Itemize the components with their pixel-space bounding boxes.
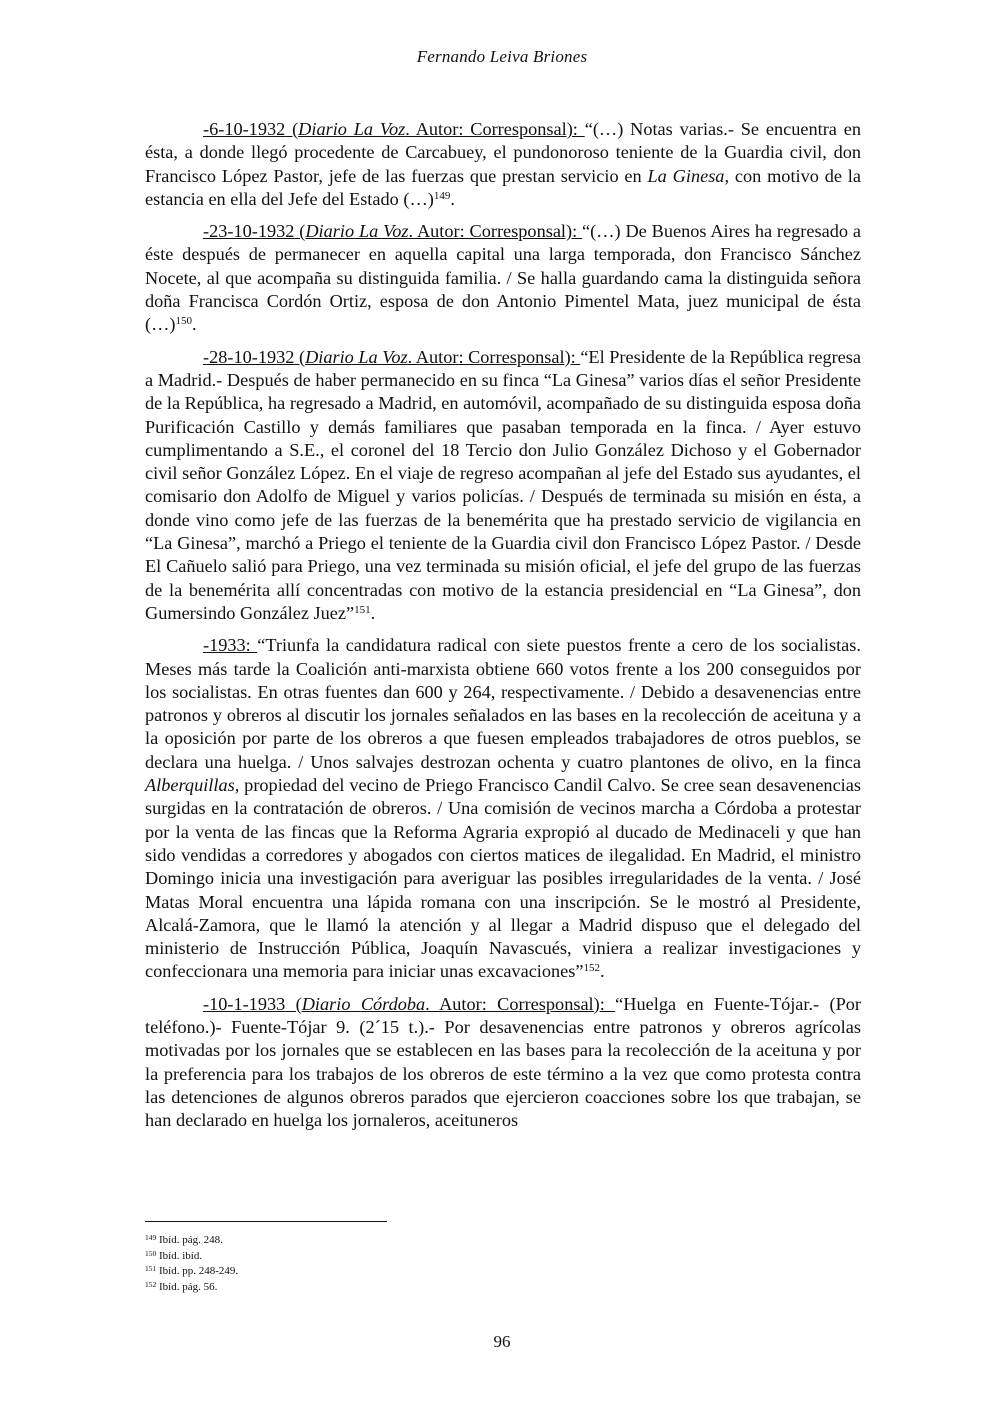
entry-text-continued: , con motivo de la estancia en ella del Jefe del Estado (…) (145, 165, 862, 209)
entry-source: Diario Córdoba (301, 993, 426, 1014)
footnote-ref-152[interactable]: 152 (583, 962, 601, 975)
entry-source: Diario La Voz (305, 346, 408, 367)
entry-italic-place: Alberquillas (145, 775, 235, 796)
entry-1932-10-06: -6-10-1932 (Diario La Voz. Autor: Corresponsal): “(…) Notas varias.- Se encuentra en ésta, a donde llegó procedente de Carcabuey, el pundonoroso teniente de la Guardia civil, don Francisco López Pastor, jefe de las fuerzas que prestan servicio en La Ginesa, con motivo de la estancia en ella del Jefe del Estado (…)$^{149}$. (145, 119, 862, 209)
page-number: 96 (493, 1332, 511, 1351)
footnote-number: 149 (145, 1233, 157, 1242)
entry-heading: -28-10-1932 (Diario La Voz. Autor: Corresponsal): (203, 346, 581, 367)
entry-date: -28-10-1932 (203, 346, 295, 367)
entry-text-continued: , propiedad del vecino de Priego Francisco Candil Calvo. Se cree sean desavenencias surgidas en la contratación de obreros. / Una comisión de vecinos marcha a Córdoba a protestar por la venta de las fincas que la Reforma Agraria expropió al ducado de Medinaceli y que han sido vendidas a corredores y abogados con ciertos matices de ilegalidad. En Madrid, el ministro Domingo inicia una investigación para averiguar las posibles irregularidades de la venta. / José Matas Moral encuentra una lápida romana con una inscripción. Se le mostró al Presidente, Alcalá-Zamora, que le llamó la atención y al llegar a Madrid dispuso que el delegado del ministerio de Instrucción Pública, Joaquín Navascués, viniera a realizar investigaciones y confeccionara una memoria para iniciar unas excavaciones” (145, 775, 861, 982)
entry-date: -23-10-1932 (203, 221, 295, 242)
entry-source: Diario La Voz (298, 119, 406, 139)
entry-date: -1933: (203, 635, 258, 656)
footnote-text: Ibíd. pág. 248. (159, 1234, 223, 1246)
footnote-ref-151[interactable]: 151 (354, 603, 371, 616)
entry-heading: -10-1-1933 (Diario Córdoba. Autor: Corresponsal): (203, 993, 616, 1014)
entry-1933: -1933: “Triunfa la candidatura radical con siete puestos frente a cero de los socialistas. Meses más tarde la Coalición anti-marxista obtiene 660 votos frente a los 200 conseguidos por los socialistas. En otras fuentes dan 600 y 264, respectivamente. / Debido a desavenencias entre patronos y obreros al discutir los jornales señalados en las bases en la recolección de aceituna y a la oposición por parte de los obreros a que fuesen empleados trabajadores de otros pueblos, se declara una huelga. / Unos salvajes destrozan ochenta y cuatro plantones de olivo, en la finca Alberquillas, propiedad del vecino de Priego Francisco Candil Calvo. Se cree sean desavenencias surgidas en la contratación de obreros. / Una comisión de vecinos marcha a Córdoba a protestar por la venta de las fincas que la Reforma Agraria expropió al ducado de Medinaceli y que han sido vendidas a corredores y abogados con ciertos matices de ilegalidad. En Madrid, el ministro Domingo inicia una investigación para averiguar las posibles irregularidades de la venta. / José Matas Moral encuentra una lápida romana con una inscripción. Se le mostró al Presidente, Alcalá-Zamora, que le llamó la atención y al llegar a Madrid dispuso que el delegado del ministerio de Instrucción Pública, Joaquín Navascués, viniera a realizar investigaciones y confeccionara una memoria para iniciar unas excavaciones”$^{152}$. (145, 635, 861, 982)
footnote-150 (145, 1249, 545, 1265)
entry-text: “(…) Notas varias.- Se encuentra en ésta, a donde llegó procedente de Carcabuey, el pundonoroso teniente de la Guardia civil, don Francisco López Pastor, jefe de las fuerzas que prestan servicio en (145, 119, 861, 186)
footnote-149 (145, 1233, 545, 1249)
entry-date: -6-10-1932 (203, 119, 286, 139)
main-text (145, 118, 861, 1141)
entry-1932-10-28: -28-10-1932 (Diario La Voz. Autor: Corresponsal): “El Presidente de la República regresa a Madrid.- Después de haber permanecido en su finca “La Ginesa” varios días el señor Presidente de la República, ha regresado a Madrid, en automóvil, acompañado de su distinguida esposa doña Purificación Castillo y demás familiares que pasaban temporada en la finca. / Ayer estuvo cumplimentando a S.E., el coronel del 18 Tercio don Julio González Dichoso y el Gobernador civil señor González López. En el viaje de regreso acompañan al jefe del Estado sus ayudantes, el comisario don Adolfo de Miguel y varios policías. / Después de terminada su misión en ésta, a donde vino como jefe de las fuerzas de la benemérita que ha prestado servicio de vigilancia en “La Ginesa”, marchó a Priego el teniente de la Guardia civil don Francisco López Pastor. / Desde El Cañuelo salió para Priego, una vez terminada su misión oficial, el jefe del grupo de las fuerzas de la benemérita allí concentradas con motivo de la estancia presidencial en “La Ginesa”, don Gumersindo González Juez”$^{151}$. (145, 346, 862, 623)
entry-heading: -23-10-1932 (Diario La Voz. Autor: Corresponsal): (203, 221, 583, 242)
footnote-separator (145, 1221, 387, 1222)
footnote-text: Ibíd. pág. 56. (159, 1280, 218, 1293)
footnote-ref-149[interactable]: 149 (433, 189, 451, 202)
footnote-text: Ibíd. pp. 248-249. (159, 1265, 239, 1277)
footnote-ref-150[interactable]: 150 (175, 315, 192, 328)
footnotes (145, 1233, 545, 1295)
entry-heading: -6-10-1932 (Diario La Voz. Autor: Corresponsal): (203, 119, 585, 139)
footnote-152 (145, 1280, 545, 1296)
entry-text: “Triunfa la candidatura radical con siete puestos frente a cero de los socialistas. Meses más tarde la Coalición anti-marxista obtiene 660 votos frente a los 200 conseguidos por los socialistas. En otras fuentes dan 600 y 264, respectivamente. / Debido a desavenencias entre patronos y obreros al discutir los jornales señalados en las bases en la recolección de aceituna y a la oposición por parte de los obreros a que fuesen empleados trabajadores de otros pueblos, se declara una huelga. / Unos salvajes destrozan ochenta y cuatro plantones de olivo, en la finca (145, 635, 861, 772)
footnote-number: 152 (145, 1279, 157, 1289)
entry-text: “El Presidente de la República regresa a Madrid.- Después de haber permanecido en su finca “La Ginesa” varios días el señor Presidente de la República, ha regresado a Madrid, en automóvil, acompañado de su distinguida esposa doña Purificación Castillo y demás familiares que pasaban temporada en la finca. / Ayer estuvo cumplimentando a S.E., el coronel del 18 Tercio don Julio González Dichoso y el Gobernador civil señor González López. En el viaje de regreso acompañan al jefe del Estado sus ayudantes, el comisario don Adolfo de Miguel y varios policías. / Después de terminada su misión en ésta, a donde vino como jefe de las fuerzas de la benemérita que ha prestado servicio de vigilancia en “La Ginesa”, marchó a Priego el teniente de la Guardia civil don Francisco López Pastor. / Desde El Cañuelo salió para Priego, una vez terminada su misión oficial, el jefe del grupo de las fuerzas de la benemérita allí concentradas con motivo de la estancia presidencial en “La Ginesa”, don Gumersindo González Juez” (145, 346, 862, 623)
entry-1932-10-23: -23-10-1932 (Diario La Voz. Autor: Corresponsal): “(…) De Buenos Aires ha regresado a éste después de permanecer en aquella capital una larga temporada, don Francisco Sánchez Nocete, al que acompaña su distinguida familia. / Se halla guardando cama la distinguida señora doña Francisca Cordón Ortiz, esposa de don Antonio Pimentel Mata, juez municipal de ésta (…)$^{150}$. (145, 221, 861, 335)
footnote-151 (145, 1264, 545, 1280)
footnote-number: 151 (145, 1264, 157, 1273)
entry-date: -10-1-1933 (203, 993, 286, 1014)
entry-source: Diario La Voz (305, 221, 409, 242)
entry-heading (203, 635, 257, 655)
entry-1933-01-10 (145, 993, 861, 1133)
running-header-author: Fernando Leiva Briones (416, 47, 588, 66)
footnote-text: Ibíd. ibíd. (159, 1249, 203, 1262)
footnote-number: 150 (145, 1248, 157, 1258)
entry-text: “Huelga en Fuente-Tójar.- (Por teléfono.)- Fuente-Tójar 9. (2´15 t.).- Por desavenencias entre patronos y obreros agrícolas motivadas por los jornales que se establecen en las bases para la recolección de la aceituna y por la preferencia para los trabajos de los obreros de este término a la vez que como protesta contra las detenciones de algunos obreros parados que ejercieron coacciones sobre los que trabajan, se han declarado en huelga los jornaleros, aceituneros (145, 993, 861, 1131)
entry-text: “(…) De Buenos Aires ha regresado a éste después de permanecer en aquella capital una larga temporada, don Francisco Sánchez Nocete, al que acompaña su distinguida familia. / Se halla guardando cama la distinguida señora doña Francisca Cordón Ortiz, esposa de don Antonio Pimentel Mata, juez municipal de ésta (…) (145, 221, 861, 335)
entry-italic-place: La Ginesa (647, 165, 725, 186)
